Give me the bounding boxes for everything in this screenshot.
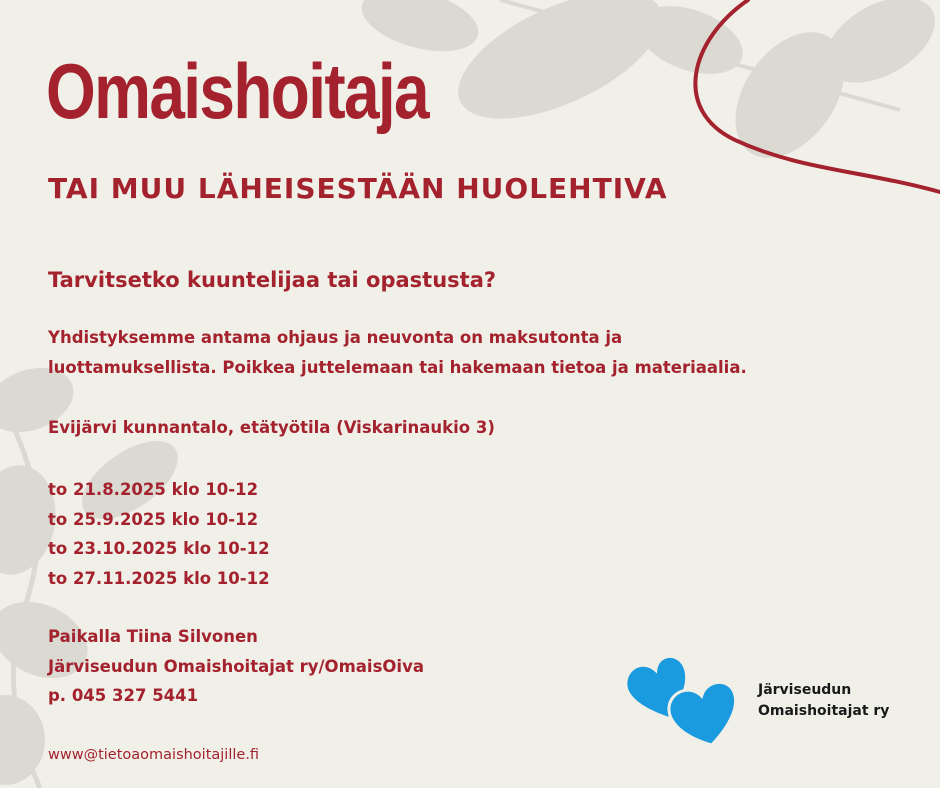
location-text: Evijärvi kunnantalo, etätyötila (Viskarinaukio 3) <box>48 418 495 437</box>
intro-paragraph <box>48 323 747 382</box>
intro-line: Yhdistyksemme antama ohjaus ja neuvonta on maksutonta ja <box>48 328 623 347</box>
website-link[interactable]: www@tietoaomaishoitajille.fi <box>48 747 260 763</box>
contact-organization: Järviseudun Omaishoitajat ry/OmaisOiva <box>48 656 424 676</box>
contact-info <box>48 622 424 711</box>
organization-logo <box>624 652 894 752</box>
question-heading: Tarvitsetko kuuntelijaa tai opastusta? <box>48 268 497 292</box>
contact-person: Paikalla Tiina Silvonen <box>48 627 258 646</box>
page-subtitle: TAI MUU LÄHEISESTÄÄN HUOLEHTIVA <box>48 172 668 205</box>
logo-line: Omaishoitajat ry <box>758 703 890 719</box>
intro-line: luottamuksellista. Poikkea juttelemaan tai hakemaan tietoa ja materiaalia. <box>48 357 747 377</box>
two-hearts-icon <box>624 652 754 752</box>
date-item: to 21.8.2025 klo 10-12 <box>48 480 259 499</box>
contact-phone: p. 045 327 5441 <box>48 686 199 705</box>
date-item: to 27.11.2025 klo 10-12 <box>48 568 270 588</box>
date-item: to 23.10.2025 klo 10-12 <box>48 539 270 558</box>
page-title: Omaishoitaja <box>46 47 428 135</box>
dates-list <box>48 475 270 593</box>
logo-text <box>758 680 889 722</box>
logo-line: Järviseudun <box>758 682 852 698</box>
date-item: to 25.9.2025 klo 10-12 <box>48 509 259 529</box>
